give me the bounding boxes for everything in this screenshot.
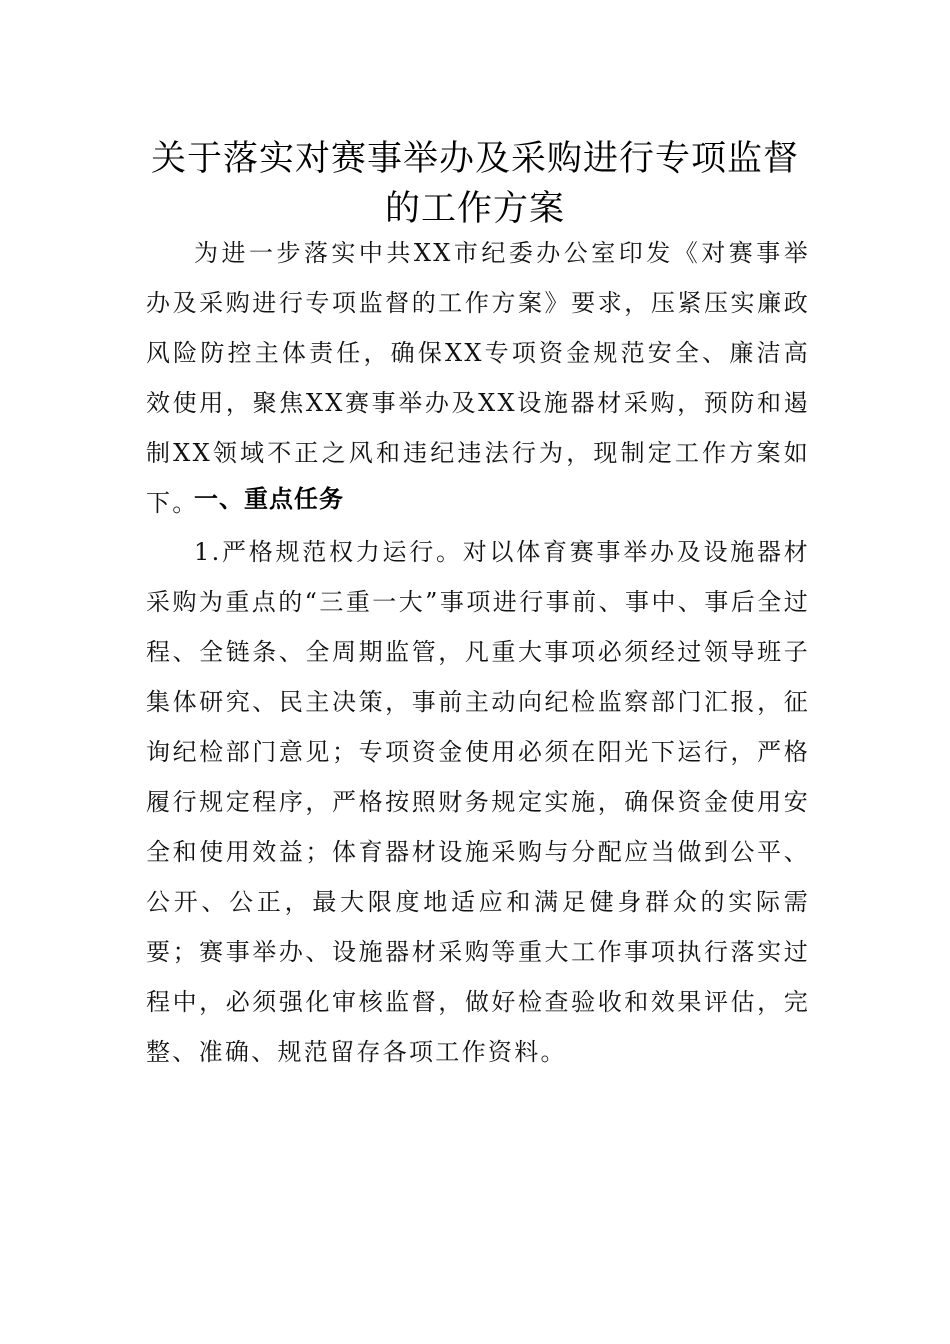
document-title-line1: 关于落实对赛事举办及采购进行专项监督: [150, 139, 799, 179]
section-heading-key-tasks: 一、重点任务: [194, 485, 344, 513]
task-item-1-paragraph: 1.严格规范权力运行。对以体育赛事举办及设施器材采购为重点的“三重一大”事项进行事前、事中、事后全过程、全链条、全周期监管，凡重大事项必须经过领导班子集体研究、民主决策，事前主动向纪检监察部门汇报，征询纪检部门意见；专项资金使用必须在阳光下运行，严格履行规定程序，严格按照财务规定实施，确保资金使用安全和使用效益；体育器材设施采购与分配应当做到公平、公开、公正，最大限度地适应和满足健身群众的实际需要；赛事举办、设施器材采购等重大工作事项执行落实过程中，必须强化审核监督，做好检查验收和效果评估，完整、准确、规范留存各项工作资料。: [146, 538, 810, 1066]
document-title-line2: 的工作方案: [384, 189, 565, 229]
intro-paragraph: 为进一步落实中共XX市纪委办公室印发《对赛事举办及采购进行专项监督的工作方案》要求，压紧压实廉政风险防控主体责任，确保XX专项资金规范安全、廉洁高效使用，聚焦XX赛事举办及XX设施器材采购，预防和遏制XX领域不正之风和违纪违法行为，现制定工作方案如下。: [146, 239, 810, 517]
